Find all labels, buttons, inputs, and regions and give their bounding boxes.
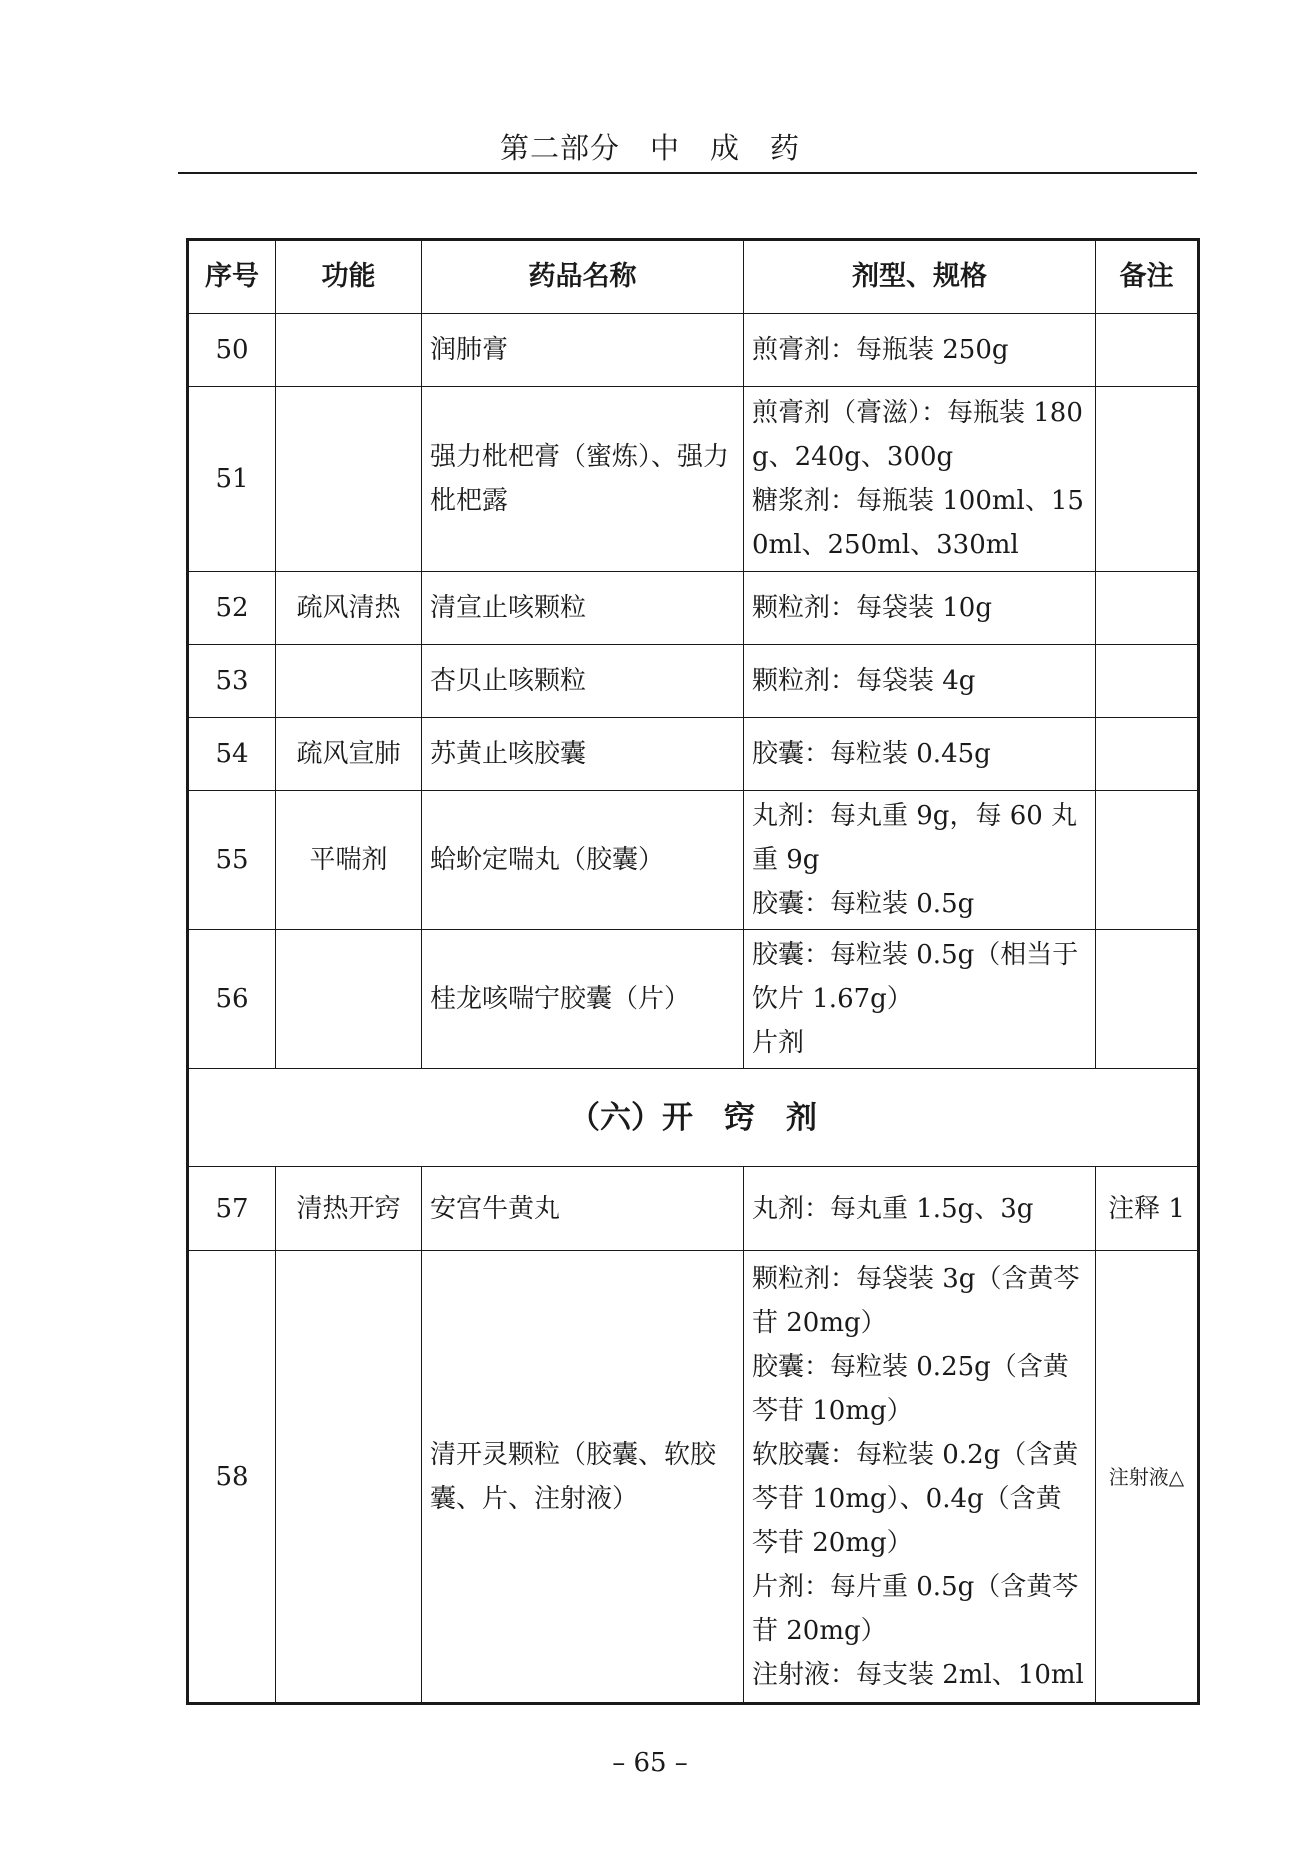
row-number: 58 — [188, 1251, 276, 1704]
table-row — [188, 1167, 1199, 1251]
row-spec — [744, 791, 1096, 930]
row-number: 55 — [188, 791, 276, 930]
row-drug-name: 强力枇杷膏（蜜炼）、强力枇杷露 — [422, 387, 744, 572]
table-row — [188, 645, 1199, 718]
header-note: 备注 — [1096, 240, 1199, 314]
row-spec — [744, 572, 1096, 645]
row-drug-name: 杏贝止咳颗粒 — [422, 645, 744, 718]
drug-table — [186, 238, 1200, 1705]
row-function — [276, 930, 422, 1069]
row-drug-name: 安宫牛黄丸 — [422, 1167, 744, 1251]
row-drug-name: 清开灵颗粒（胶囊、软胶囊、片、注射液） — [422, 1251, 744, 1704]
header-function: 功能 — [276, 240, 422, 314]
row-function — [276, 387, 422, 572]
spec-line: 颗粒剂：每袋装 4g — [752, 666, 976, 696]
header-spec: 剂型、规格 — [744, 240, 1096, 314]
row-spec — [744, 645, 1096, 718]
row-note — [1096, 645, 1199, 718]
row-number: 50 — [188, 314, 276, 387]
row-number: 53 — [188, 645, 276, 718]
row-function: 平喘剂 — [276, 791, 422, 930]
table-row — [188, 791, 1199, 930]
row-number: 52 — [188, 572, 276, 645]
row-number: 57 — [188, 1167, 276, 1251]
spec-line: 注射液：每支装 2ml、10ml — [752, 1659, 1084, 1690]
table-row — [188, 314, 1199, 387]
table-row — [188, 718, 1199, 791]
row-note — [1096, 791, 1199, 930]
row-note — [1096, 572, 1199, 645]
row-drug-name: 润肺膏 — [422, 314, 744, 387]
row-spec — [744, 387, 1096, 572]
row-function: 疏风宣肺 — [276, 718, 422, 791]
spec-line: 胶囊：每粒装 0.5g（相当于饮片 1.67g） — [752, 940, 1079, 1014]
spec-line: 丸剂：每丸重 1.5g、3g — [752, 1193, 1034, 1224]
row-function — [276, 1251, 422, 1704]
spec-line: 软胶囊：每粒装 0.2g（含黄芩苷 10mg）、0.4g（含黄芩苷 20mg） — [752, 1439, 1079, 1558]
page-number: – 65 – — [612, 1748, 688, 1778]
row-note — [1096, 930, 1199, 1069]
row-spec — [744, 930, 1096, 1069]
row-number: 54 — [188, 718, 276, 791]
spec-line: 胶囊：每粒装 0.45g — [752, 739, 991, 769]
row-drug-name: 桂龙咳喘宁胶囊（片） — [422, 930, 744, 1069]
row-note — [1096, 387, 1199, 572]
table-row — [188, 572, 1199, 645]
row-function — [276, 314, 422, 387]
section-header-row — [188, 1069, 1199, 1167]
spec-line: 丸剂：每丸重 9g，每 60 丸重 9g — [752, 801, 1078, 875]
row-spec — [744, 1251, 1096, 1704]
spec-line: 颗粒剂：每袋装 10g — [752, 593, 992, 623]
row-number: 51 — [188, 387, 276, 572]
row-spec — [744, 718, 1096, 791]
table-row — [188, 1251, 1199, 1704]
spec-line: 煎膏剂：每瓶装 250g — [752, 335, 1009, 365]
spec-line: 片剂：每片重 0.5g（含黄芩苷 20mg） — [752, 1571, 1079, 1646]
row-drug-name: 清宣止咳颗粒 — [422, 572, 744, 645]
header-no: 序号 — [188, 240, 276, 314]
table-row — [188, 387, 1199, 572]
row-drug-name: 苏黄止咳胶囊 — [422, 718, 744, 791]
spec-line: 片剂 — [752, 1028, 805, 1058]
row-note: 注释 1 — [1096, 1167, 1199, 1251]
spec-line: 胶囊：每粒装 0.5g — [752, 889, 975, 919]
spec-line: 糖浆剂：每瓶装 100ml、150ml、250ml、330ml — [752, 486, 1084, 560]
spec-line: 煎膏剂（膏滋）：每瓶装 180g、240g、300g — [752, 398, 1083, 472]
row-spec — [744, 314, 1096, 387]
spec-line: 颗粒剂：每袋装 3g（含黄芩苷 20mg） — [752, 1263, 1080, 1338]
row-note — [1096, 718, 1199, 791]
row-spec — [744, 1167, 1096, 1251]
table-header-row — [188, 240, 1199, 314]
spec-line: 胶囊：每粒装 0.25g（含黄芩苷 10mg） — [752, 1351, 1069, 1426]
row-function — [276, 645, 422, 718]
section-title: （六）开 窍 剂 — [188, 1069, 1199, 1167]
row-function: 清热开窍 — [276, 1167, 422, 1251]
row-note — [1096, 314, 1199, 387]
row-function: 疏风清热 — [276, 572, 422, 645]
row-number: 56 — [188, 930, 276, 1069]
row-note: 注射液△ — [1096, 1251, 1199, 1704]
page-header-title: 第二部分 中 成 药 — [499, 131, 800, 165]
header-name: 药品名称 — [422, 240, 744, 314]
table-row — [188, 930, 1199, 1069]
header-rule — [178, 172, 1197, 174]
row-drug-name: 蛤蚧定喘丸（胶囊） — [422, 791, 744, 930]
